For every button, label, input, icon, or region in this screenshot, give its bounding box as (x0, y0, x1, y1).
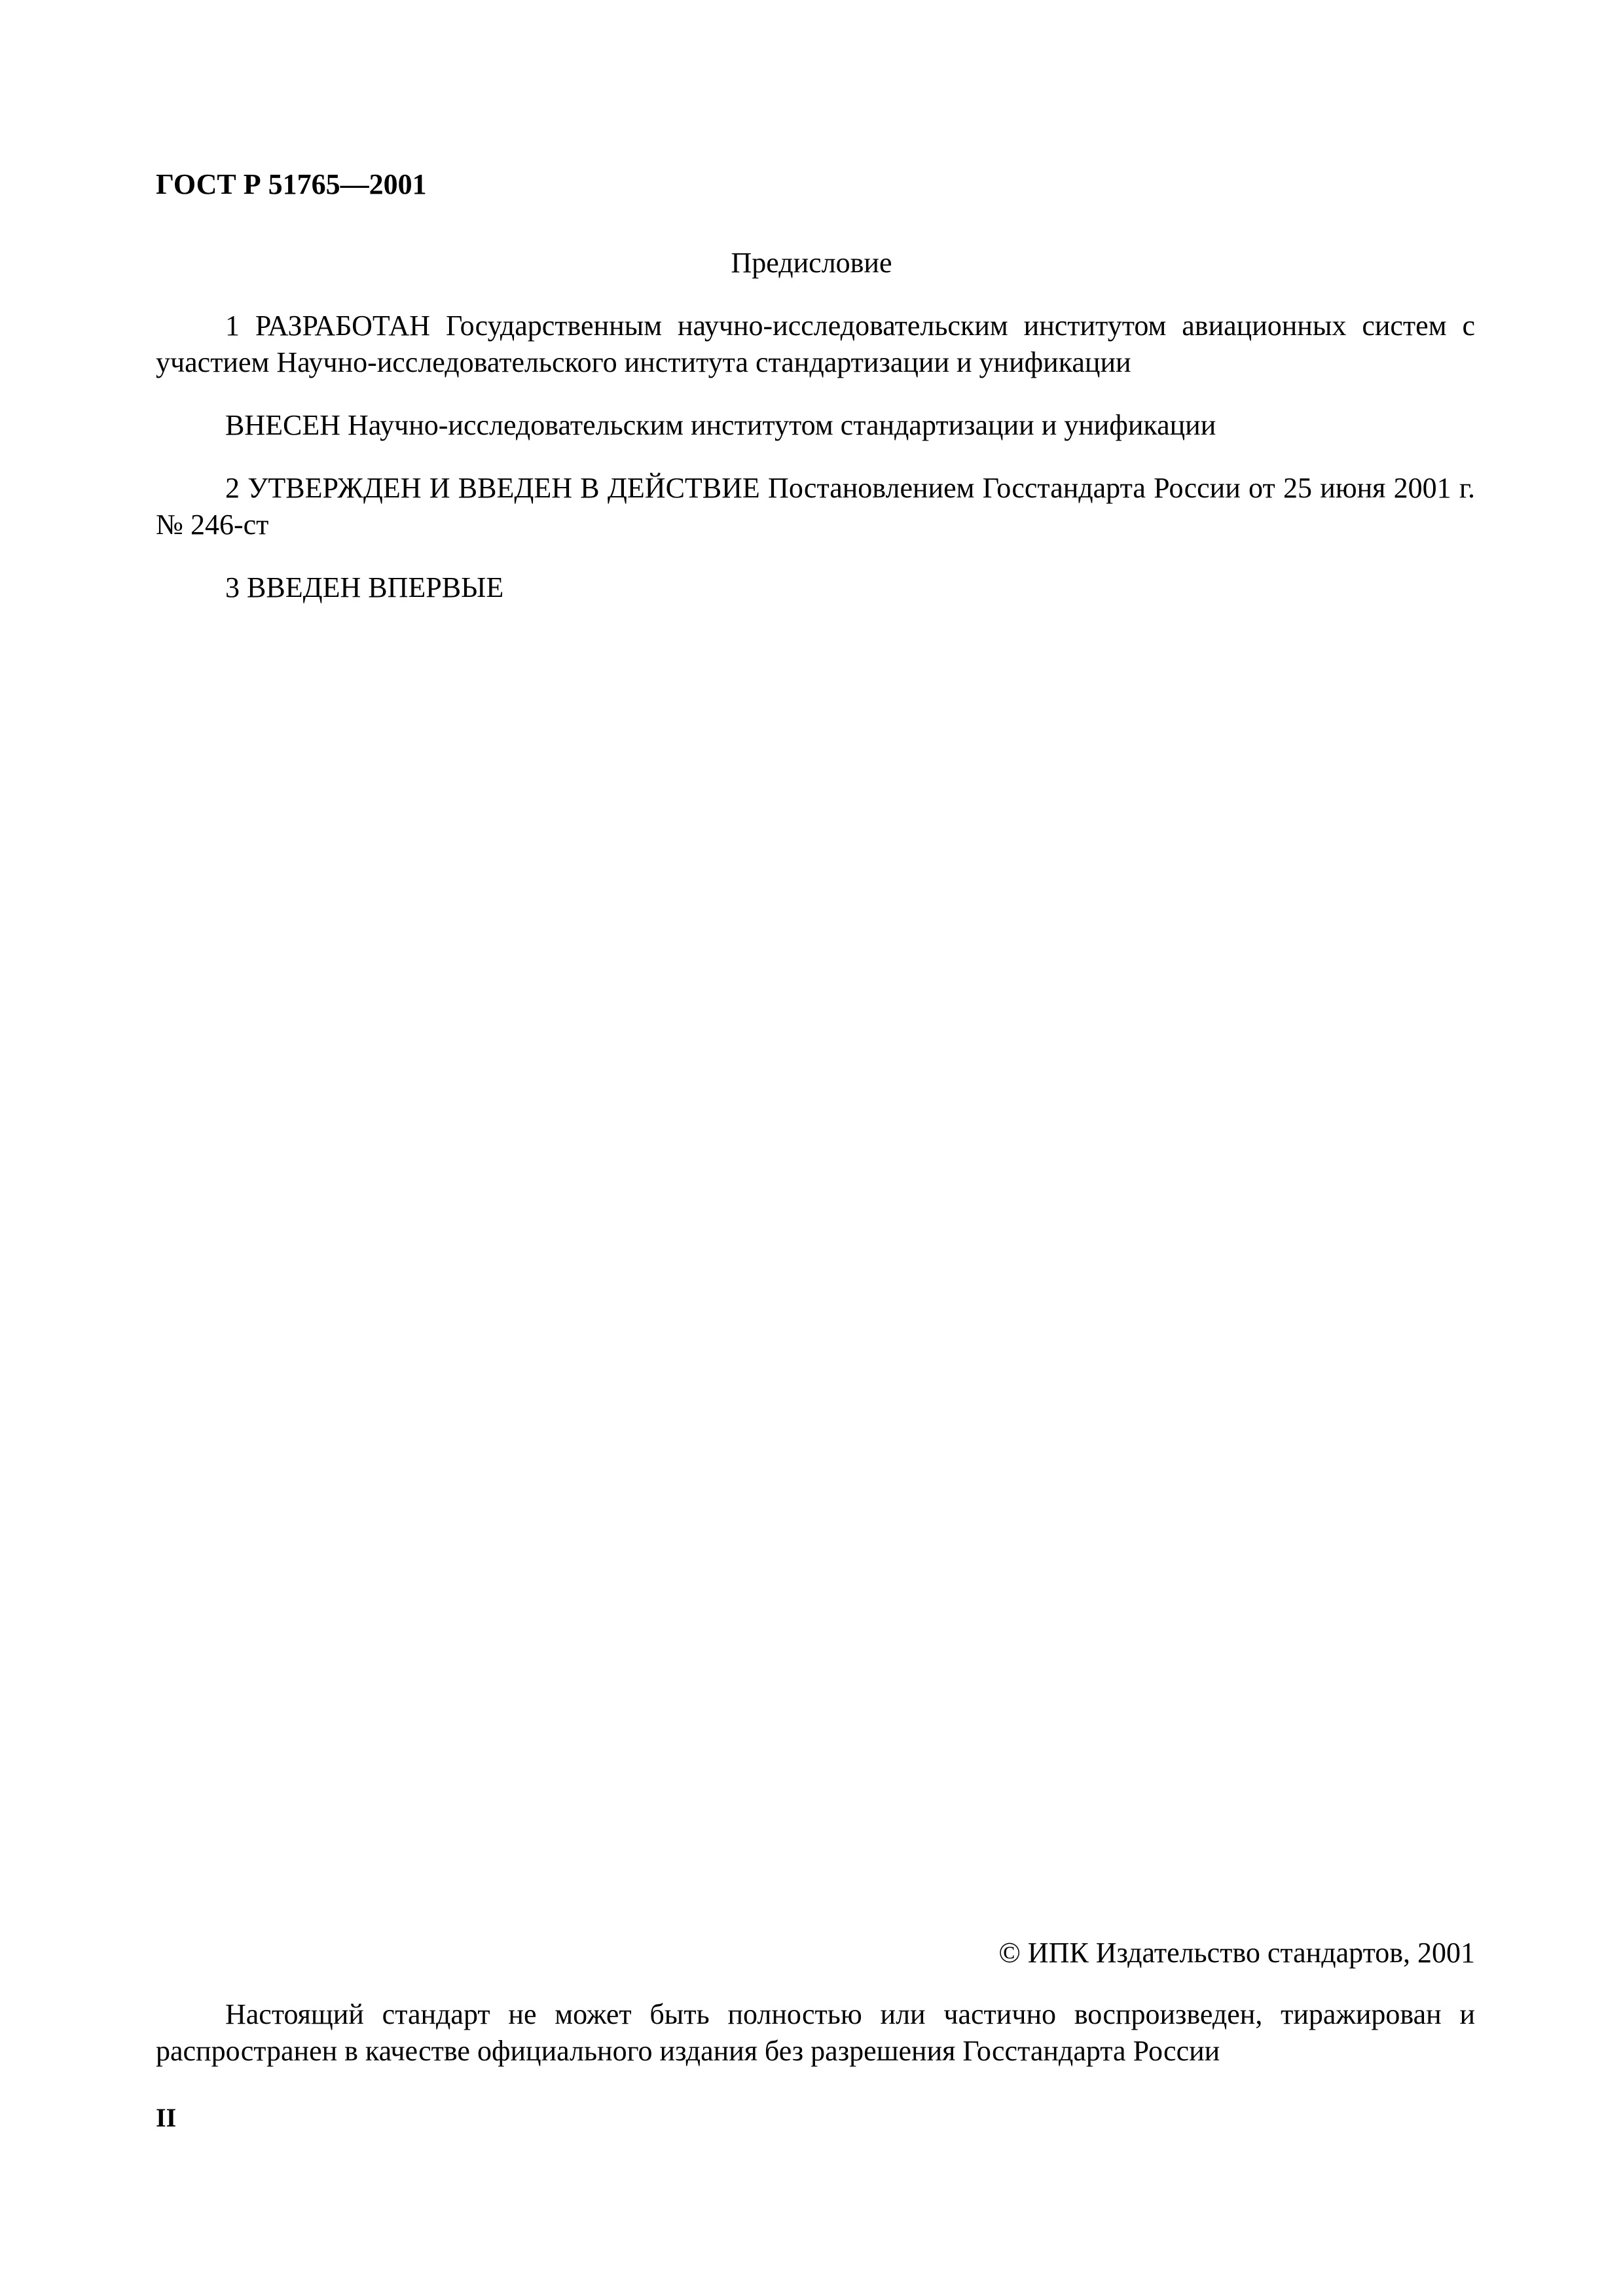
reproduction-notice: Настоящий стандарт не может быть полностью или частично воспроизведен, тиражирован и распространен в качестве официального издания без разрешения Госстандарта России (156, 1998, 1475, 2067)
preface-paragraph-approved: 2 УТВЕРЖДЕН И ВВЕДЕН В ДЕЙСТВИЕ Постановлением Госстандарта России от 25 июня 2001 г. № 246-ст (156, 472, 1475, 541)
document-code-header: ГОСТ Р 51765—2001 (156, 168, 427, 200)
copyright-line: © ИПК Издательство стандартов, 2001 (998, 1937, 1475, 1969)
preface-paragraph-introduced: ВНЕСЕН Научно-исследовательским институтом стандартизации и унификации (225, 409, 1216, 441)
preface-title: Предисловие (731, 247, 892, 279)
preface-paragraph-first-introduced: 3 ВВЕДЕН ВПЕРВЫЕ (225, 571, 504, 603)
preface-paragraph-developed: 1 РАЗРАБОТАН Государственным научно-исследовательским институтом авиационных систем с участием Научно-исследовательского института стандартизации и унификации (156, 310, 1475, 378)
page-number: II (156, 2103, 177, 2132)
